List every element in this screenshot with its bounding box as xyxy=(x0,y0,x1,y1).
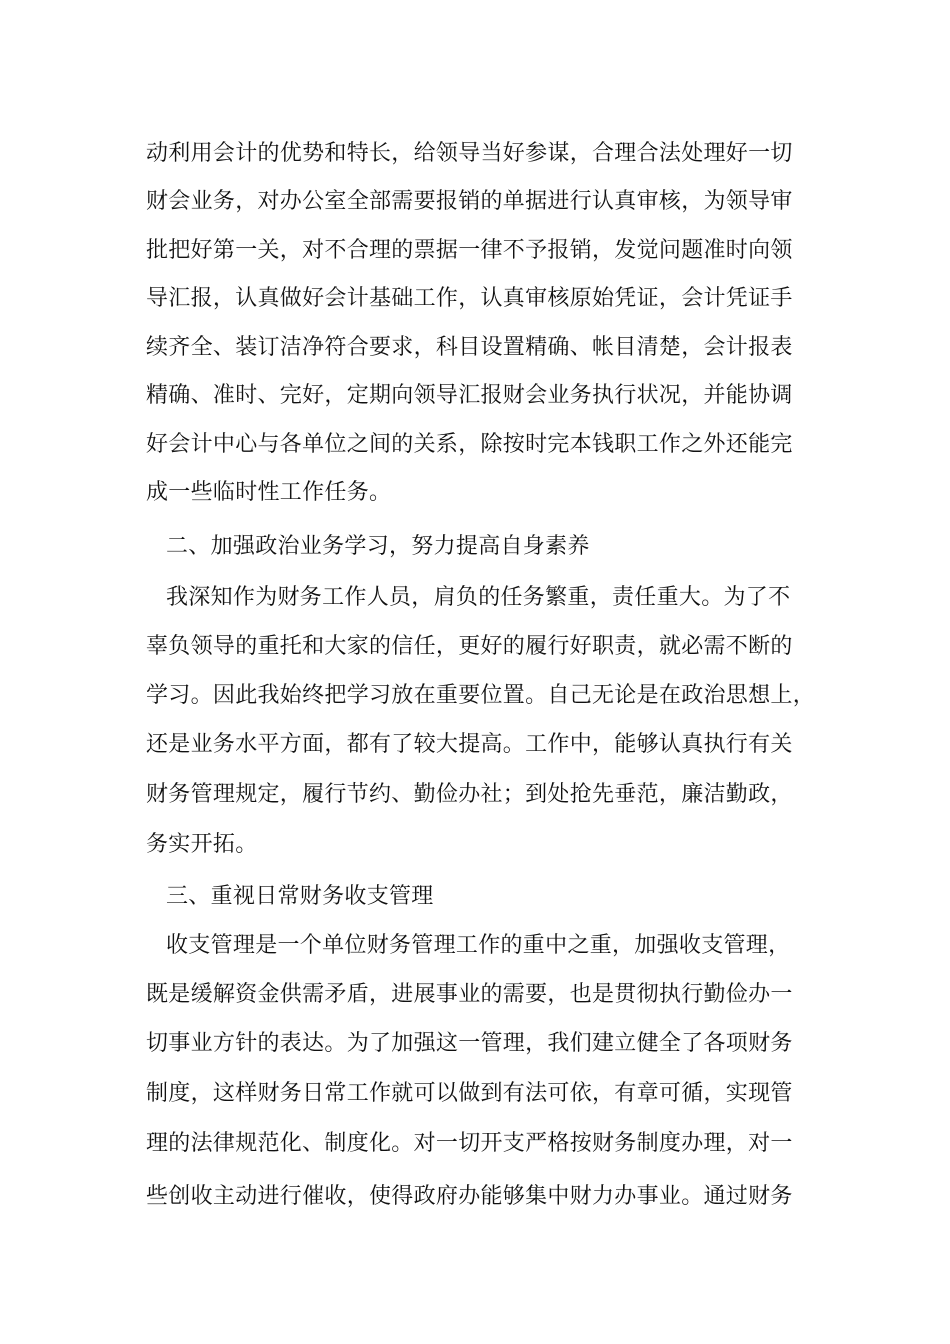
paragraph-3-line-1: 收支管理是一个单位财务管理工作的重中之重，加强收支管理， xyxy=(166,933,791,958)
paragraph-2-line-4: 还是业务水平方面，都有了较大提高。工作中，能够认真执行有关 xyxy=(146,732,793,757)
section-heading-3: 三、重视日常财务收支管理 xyxy=(166,884,434,909)
paragraph-3-line-2: 既是缓解资金供需矛盾，进展事业的需要，也是贯彻执行勤俭办一 xyxy=(146,982,793,1007)
paragraph-1-line-8: 成一些临时性工作任务。 xyxy=(146,480,392,505)
paragraph-1-line-5: 续齐全、装订洁净符合要求，科目设置精确、帐目清楚，会计报表 xyxy=(146,335,793,360)
paragraph-1-line-7: 好会计中心与各单位之间的关系，除按时完本钱职工作之外还能完 xyxy=(146,432,793,457)
paragraph-2-line-3: 学习。因此我始终把学习放在重要位置。自己无论是在政治思想上， xyxy=(146,683,816,708)
section-heading-2: 二、加强政治业务学习，努力提高自身素养 xyxy=(166,534,590,559)
paragraph-1-line-1: 动利用会计的优势和特长，给领导当好参谋，合理合法处理好一切 xyxy=(146,141,793,166)
paragraph-2-line-5: 财务管理规定，履行节约、勤俭办社；到处抢先垂范，廉洁勤政， xyxy=(146,782,793,807)
paragraph-2-line-6: 务实开拓。 xyxy=(146,832,258,857)
paragraph-1-line-3: 批把好第一关，对不合理的票据一律不予报销，发觉问题准时向领 xyxy=(146,238,793,263)
paragraph-2-line-2: 辜负领导的重托和大家的信任，更好的履行好职责，就必需不断的 xyxy=(146,634,793,659)
paragraph-3-line-6: 些创收主动进行催收，使得政府办能够集中财力办事业。通过财务 xyxy=(146,1184,793,1209)
paragraph-3-line-4: 制度，这样财务日常工作就可以做到有法可依，有章可循，实现管 xyxy=(146,1081,793,1106)
paragraph-3-line-3: 切事业方针的表达。为了加强这一管理，我们建立健全了各项财务 xyxy=(146,1031,793,1056)
paragraph-1-line-2: 财会业务，对办公室全部需要报销的单据进行认真审核，为领导审 xyxy=(146,189,793,214)
paragraph-1-line-6: 精确、准时、完好，定期向领导汇报财会业务执行状况，并能协调 xyxy=(146,383,793,408)
paragraph-3-line-5: 理的法律规范化、制度化。对一切开支严格按财务制度办理，对一 xyxy=(146,1131,793,1156)
paragraph-1-line-4: 导汇报，认真做好会计基础工作，认真审核原始凭证，会计凭证手 xyxy=(146,286,793,311)
paragraph-2-line-1: 我深知作为财务工作人员，肩负的任务繁重，责任重大。为了不 xyxy=(166,585,791,610)
